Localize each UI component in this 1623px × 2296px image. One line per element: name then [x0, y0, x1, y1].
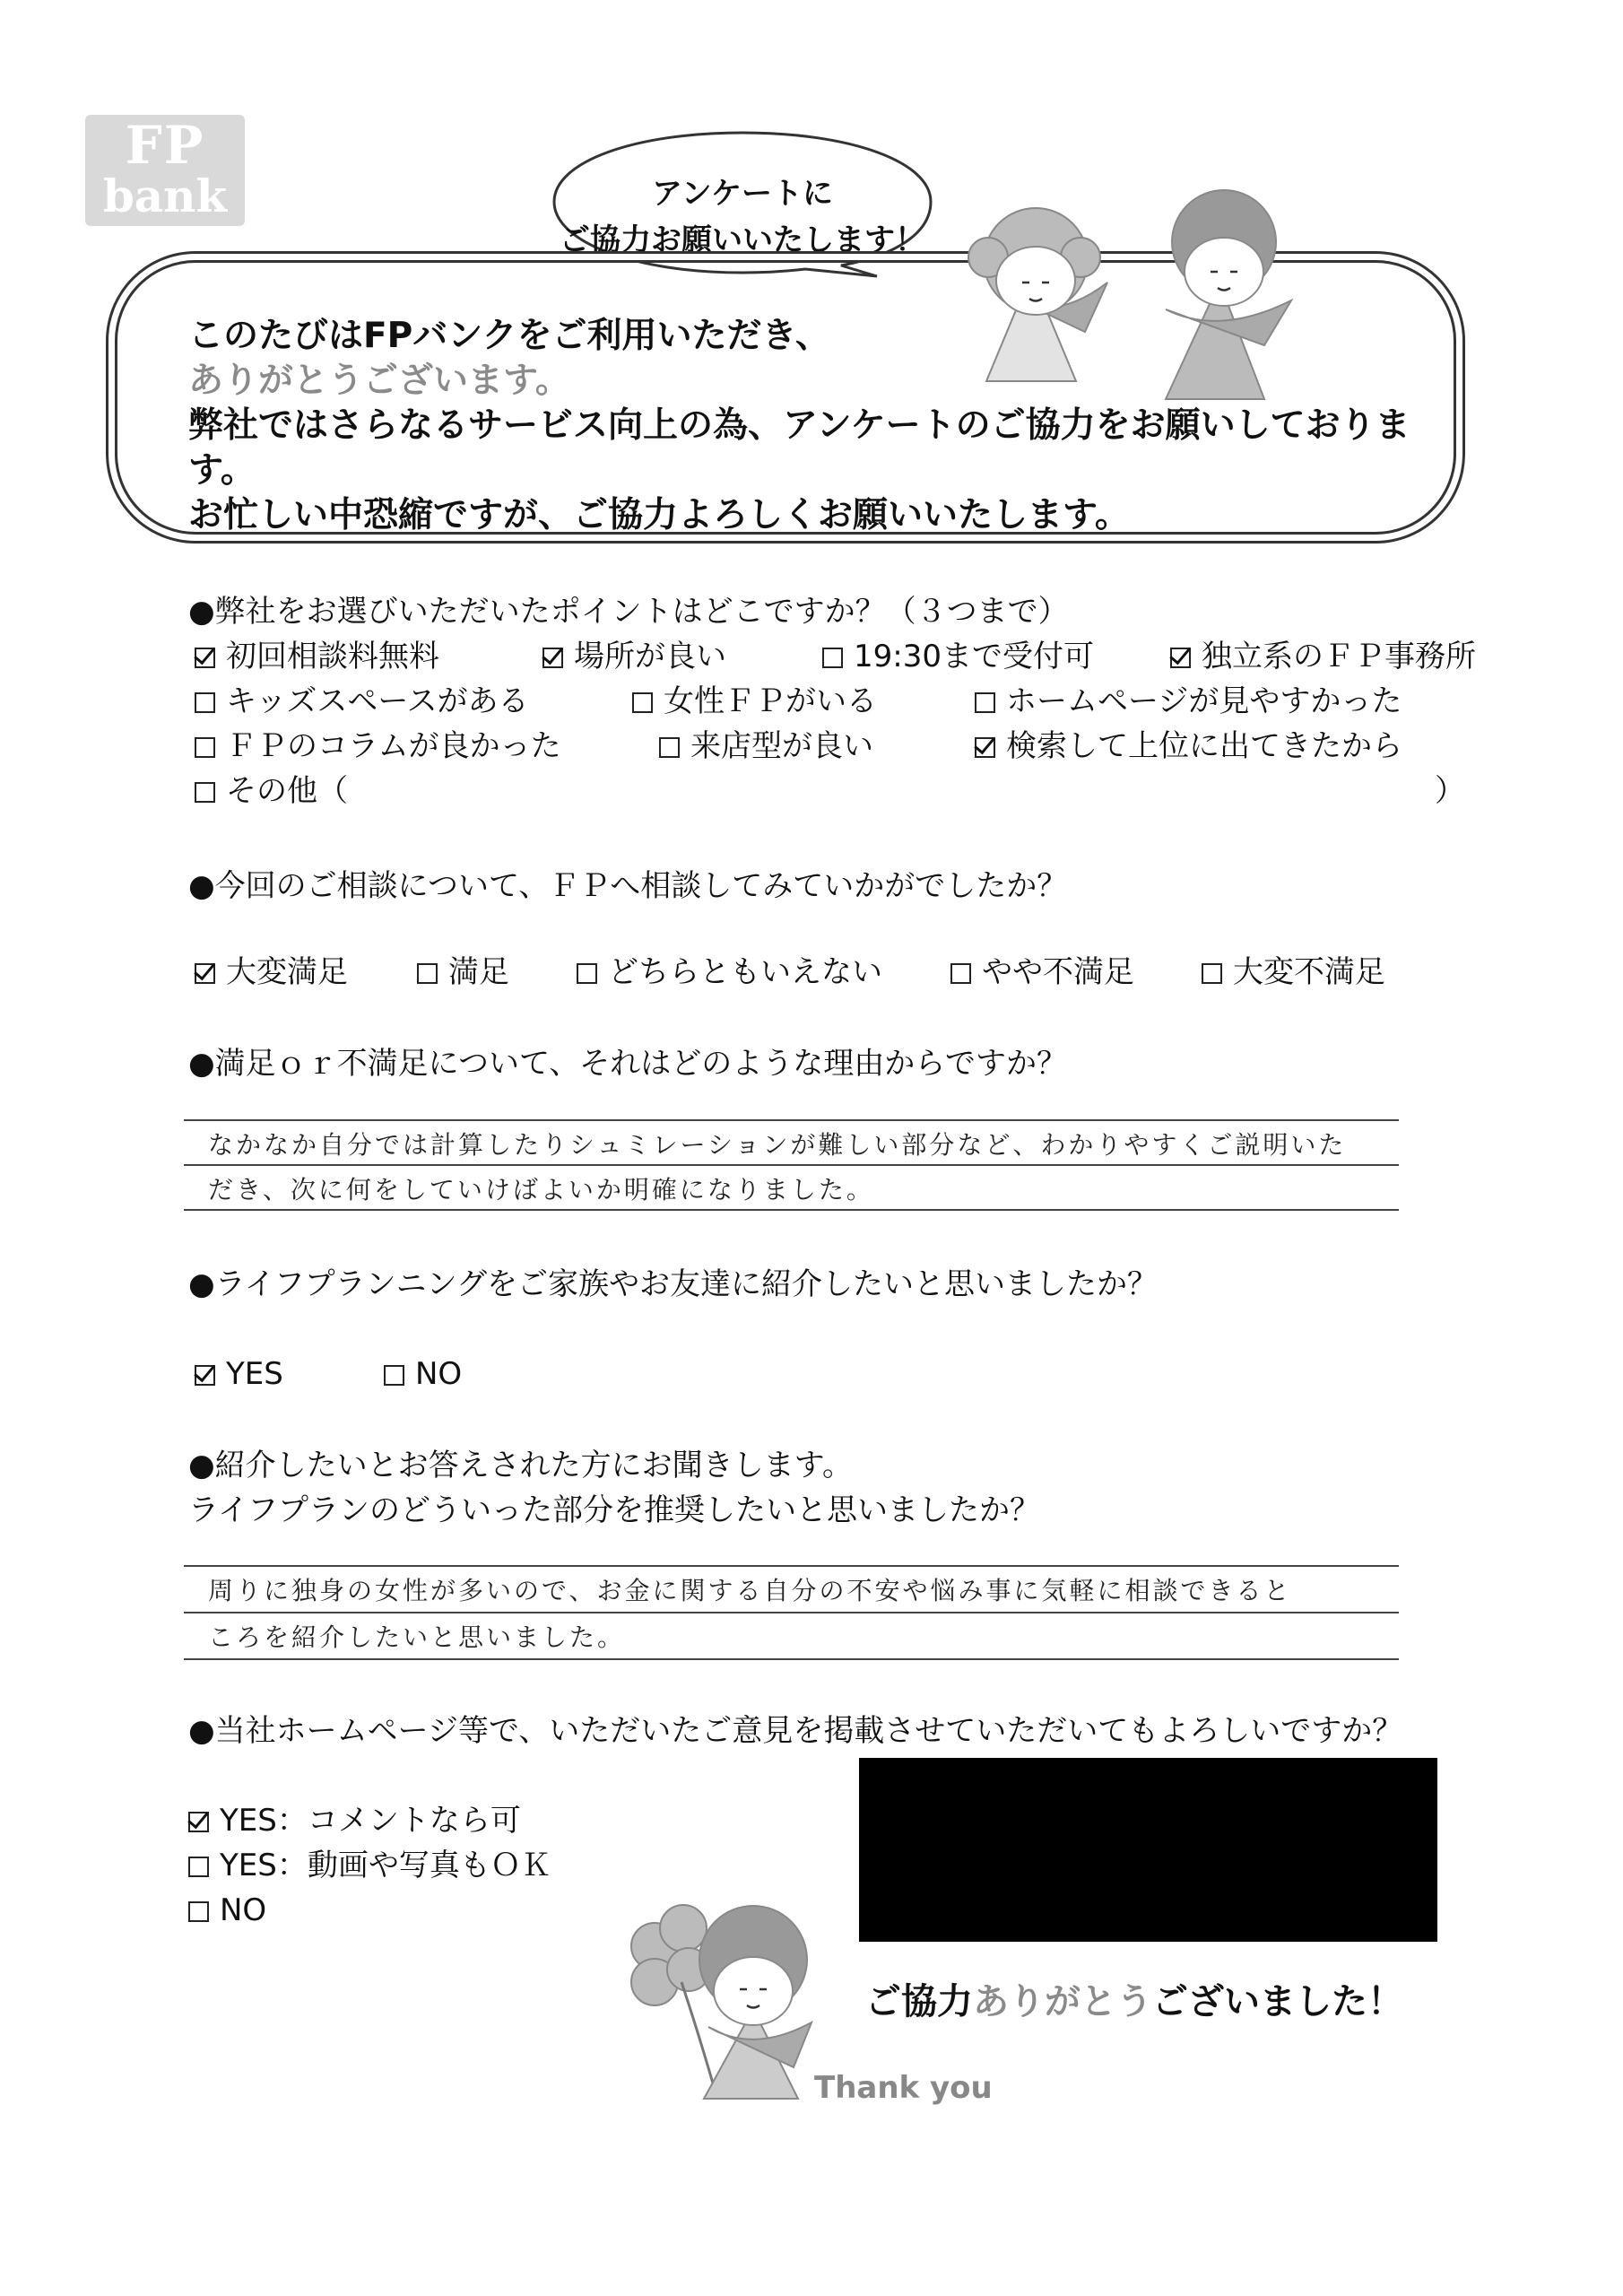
q1-option-label-3: 独立系のＦＰ事務所 — [1202, 639, 1476, 674]
q1-option-label-5: 女性ＦＰがいる — [664, 683, 877, 719]
q1-option-label-8: 来店型が良い — [690, 728, 873, 764]
checkbox-icon[interactable] — [950, 963, 971, 984]
checkbox-icon[interactable] — [195, 782, 215, 803]
checkbox-checked-icon[interactable] — [195, 1365, 215, 1386]
thanks-part-a: ご協力 — [865, 1981, 973, 2022]
checkbox-checked-icon[interactable] — [542, 648, 563, 668]
q1-option-9[interactable] — [975, 728, 1402, 764]
bubble-line-1: アンケートに — [652, 176, 833, 212]
q1-option-6[interactable] — [975, 683, 1402, 719]
checkbox-icon[interactable] — [195, 737, 215, 758]
checkbox-checked-icon[interactable] — [195, 963, 215, 984]
bubble-text — [545, 170, 940, 264]
q1-text: ●弊社をお選びいただいたポイントはどこですか？（３つまで） — [188, 594, 1069, 630]
q2-option-label-0: 大変満足 — [226, 954, 348, 990]
q1-option-5[interactable] — [632, 683, 877, 719]
answer-rule — [184, 1164, 1399, 1166]
checkbox-icon[interactable] — [577, 963, 597, 984]
q3-answer-line-2: だき、次に何をしていけばよいか明確になりました。 — [208, 1175, 874, 1205]
q2-option-0[interactable] — [195, 954, 348, 990]
q2-option-label-4: 大変不満足 — [1233, 954, 1385, 990]
q1-option-2[interactable] — [822, 639, 1094, 674]
q1-other-close: ） — [1435, 773, 1465, 809]
q6-option-label-2: NO — [220, 1892, 267, 1928]
q2-option-2[interactable] — [577, 954, 882, 990]
checkbox-icon[interactable] — [822, 648, 843, 668]
q4-text: ●ライフプランニングをご家族やお友達に紹介したいと思いましたか？ — [188, 1266, 1158, 1302]
q1-option-4[interactable] — [195, 683, 529, 719]
q4-option-1[interactable] — [384, 1356, 462, 1392]
q1-option-other[interactable] — [195, 773, 348, 809]
thanks-part-b: ありがとう — [973, 1981, 1152, 2022]
redacted-signature-block — [859, 1758, 1437, 1942]
checkbox-icon[interactable] — [384, 1365, 404, 1386]
thanks-message — [865, 1980, 1403, 2023]
q1-option-label-7: ＦＰのコラムが良かった — [226, 728, 561, 764]
q1-option-3[interactable] — [1170, 639, 1476, 674]
q1-other-label: その他（ — [226, 773, 348, 809]
thanks-part-c: ございました！ — [1152, 1981, 1403, 2022]
answer-rule — [184, 1209, 1399, 1211]
intro-line-4: お忙しい中恐縮ですが、ご協力よろしくお願いいたします。 — [188, 495, 1130, 535]
q1-option-label-6: ホームページが見やすかった — [1006, 683, 1402, 719]
checkbox-checked-icon[interactable] — [188, 1812, 209, 1832]
intro-line-2: ありがとうございます。 — [188, 361, 570, 401]
q6-option-2[interactable] — [188, 1892, 266, 1928]
q2-text: ●今回のご相談について、ＦＰへ相談してみていかがでしたか？ — [188, 868, 1068, 904]
q6-text: ●当社ホームページ等で、いただいたご意見を掲載させていただいてもよろしいですか？ — [188, 1713, 1403, 1749]
answer-rule — [184, 1119, 1399, 1121]
q1-option-1[interactable] — [542, 639, 726, 674]
q5-answer-line-1: 周りに独身の女性が多いので、お金に関する自分の不安や悩み事に気軽に相談できると — [208, 1576, 1292, 1605]
bubble-line-2: ご協力お願いいたします！ — [560, 222, 925, 258]
q4-option-label-1: NO — [415, 1356, 463, 1392]
q2-option-3[interactable] — [950, 954, 1134, 990]
q2-option-1[interactable] — [417, 954, 509, 990]
q1-option-label-0: 初回相談料無料 — [226, 639, 439, 674]
q1-option-label-4: キッズスペースがある — [226, 683, 529, 719]
q5-text-2: ライフプランのどういった部分を推奨したいと思いましたか？ — [188, 1492, 1040, 1528]
checkbox-checked-icon[interactable] — [1170, 648, 1191, 668]
mascot-clover-illustration — [619, 1892, 834, 2126]
checkbox-icon[interactable] — [659, 737, 680, 758]
mascot-characters-illustration — [950, 175, 1327, 435]
q6-option-0[interactable] — [188, 1803, 521, 1839]
q1-option-label-2: 19:30まで受付可 — [854, 639, 1094, 674]
answer-rule — [184, 1658, 1399, 1660]
answer-rule — [184, 1612, 1399, 1613]
q6-option-label-1: YES：動画や写真もＯＫ — [220, 1848, 551, 1883]
checkbox-icon[interactable] — [417, 963, 438, 984]
q6-option-1[interactable] — [188, 1848, 551, 1883]
answer-rule — [184, 1565, 1399, 1567]
q6-option-label-0: YES：コメントなら可 — [220, 1803, 521, 1839]
q1-option-label-1: 場所が良い — [574, 639, 726, 674]
checkbox-icon[interactable] — [195, 692, 215, 713]
fp-bank-logo — [85, 115, 245, 226]
q1-option-label-9: 検索して上位に出てきたから — [1006, 728, 1402, 764]
q1-option-7[interactable] — [195, 728, 561, 764]
q5-answer-line-2: ころを紹介したいと思いました。 — [208, 1622, 626, 1652]
checkbox-icon[interactable] — [1202, 963, 1222, 984]
intro-line-3: 弊社ではさらなるサービス向上の為、アンケートのご協力をお願いしております。 — [188, 405, 1410, 491]
q1-option-8[interactable] — [659, 728, 873, 764]
logo-line-2: bank — [102, 170, 228, 222]
checkbox-icon[interactable] — [975, 692, 995, 713]
thank-you-text: Thank you — [814, 2070, 993, 2106]
checkbox-icon[interactable] — [188, 1857, 209, 1877]
q3-text: ●満足ｏｒ不満足について、それはどのような理由からですか？ — [188, 1046, 1067, 1082]
q2-option-label-1: 満足 — [448, 954, 509, 990]
checkbox-checked-icon[interactable] — [975, 737, 995, 758]
q4-option-label-0: YES — [226, 1356, 283, 1392]
q2-option-label-2: どちらともいえない — [608, 954, 882, 990]
q5-text-1: ●紹介したいとお答えされた方にお聞きします。 — [188, 1448, 853, 1483]
checkbox-checked-icon[interactable] — [195, 648, 215, 668]
q1-option-0[interactable] — [195, 639, 439, 674]
logo-line-1: FP — [125, 115, 205, 176]
q4-option-0[interactable] — [195, 1356, 283, 1392]
checkbox-icon[interactable] — [188, 1901, 209, 1922]
intro-line-1: このたびはFPバンクをご利用いただき、 — [188, 316, 830, 356]
q2-option-label-3: やや不満足 — [982, 954, 1134, 990]
q3-answer-line-1: なかなか自分では計算したりシュミレーションが難しい部分など、わかりやすくご説明いた — [208, 1130, 1347, 1160]
checkbox-icon[interactable] — [632, 692, 653, 713]
q2-option-4[interactable] — [1202, 954, 1385, 990]
